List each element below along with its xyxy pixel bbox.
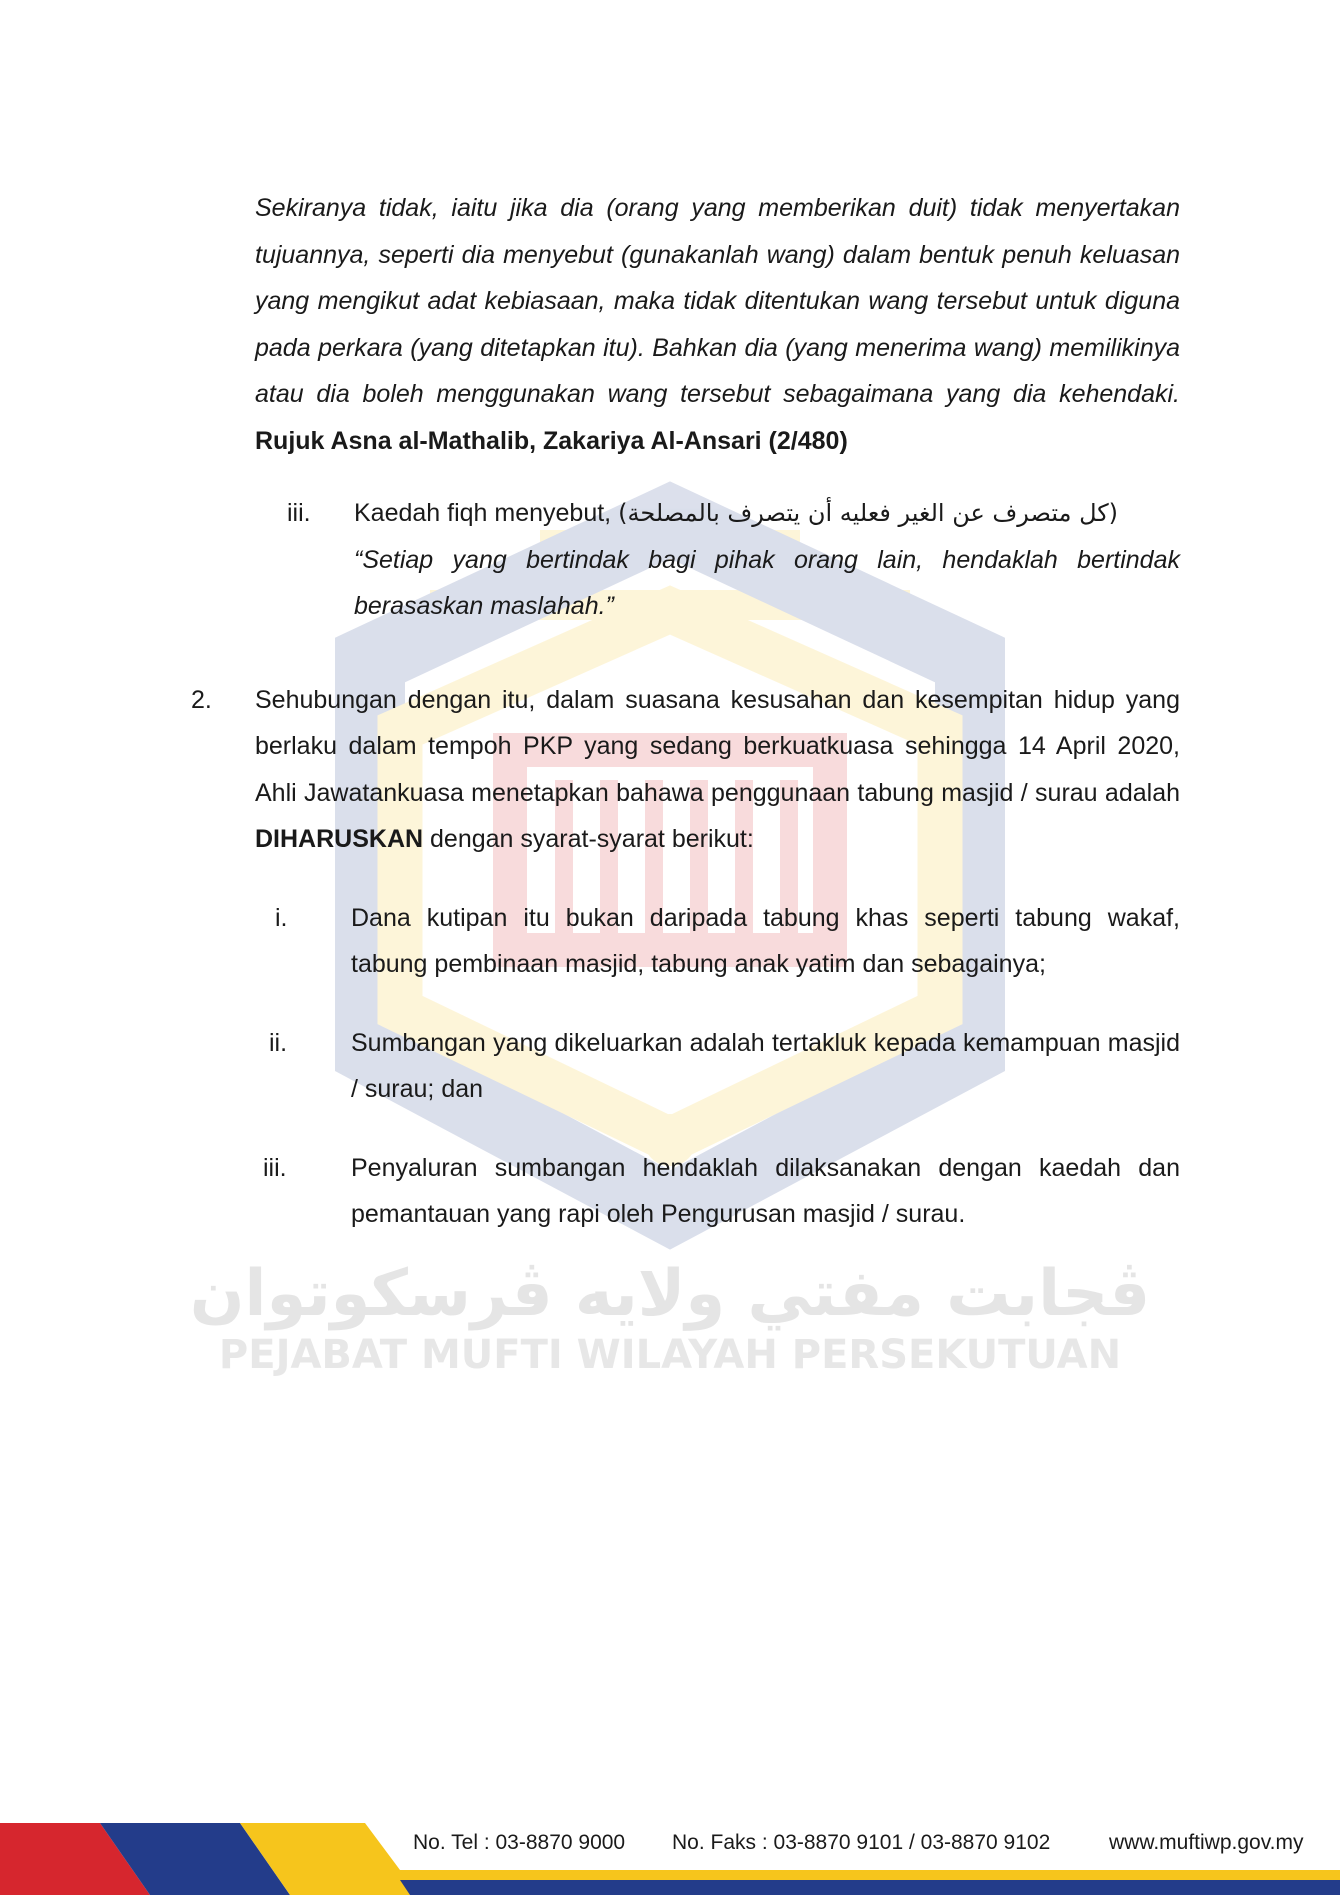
watermark-arabic: ڤجابت مفتي ولايه ڤرسكوتوان <box>189 1257 1151 1331</box>
list-number: iii. <box>287 499 311 527</box>
footer-fax: No. Faks : 03-8870 9101 / 03-8870 9102 <box>672 1831 1051 1854</box>
list-number: i. <box>275 903 288 932</box>
paragraph-number: 2. <box>191 685 212 714</box>
condition-item <box>255 1020 1180 1113</box>
list-number: iii. <box>263 1153 287 1182</box>
quote-text: Sekiranya tidak, iaitu jika dia (orang yang memberikan duit) tidak menyertakan tujuannya, seperti dia menyebut (gunakanlah wang) dalam bentuk penuh keluasan yang mengikut adat kebiasaan, maka tidak ditentukan wang tersebut untuk diguna pada perkara (yang ditetapkan itu). Bahkan dia (yang menerima wang) memilikinya atau dia boleh menggunakan wang tersebut sebagaimana yang dia kehendaki. <box>255 194 1180 408</box>
para2-text-after: dengan syarat-syarat berikut: <box>430 825 754 853</box>
footer-tel: No. Tel : 03-8870 9000 <box>413 1831 626 1854</box>
watermark-latin: PEJABAT MUFTI WILAYAH PERSEKUTUAN <box>218 1332 1122 1378</box>
kaedah-lead: Kaedah fiqh menyebut, <box>354 499 612 527</box>
quote-citation: Rujuk Asna al-Mathalib, Zakariya Al-Ansari (2/480) <box>255 426 848 455</box>
document-body <box>191 185 1180 1238</box>
para2-bold-term: DIHARUSKAN <box>255 825 424 853</box>
condition-text: Dana kutipan itu bukan daripada tabung khas seperti tabung wakaf, tabung pembinaan masjid, tabung anak yatim dan sebagainya; <box>351 903 1180 978</box>
kaedah-translation: “Setiap yang bertindak bagi pihak orang lain, hendaklah bertindak berasaskan maslahah.” <box>354 545 1180 620</box>
condition-item <box>255 1145 1180 1238</box>
kaedah-item <box>255 490 1180 630</box>
condition-text: Penyaluran sumbangan hendaklah dilaksanakan dengan kaedah dan pemantauan yang rapi oleh Pengurusan masjid / surau. <box>351 1153 1180 1228</box>
paragraph-2 <box>191 677 1180 863</box>
condition-item <box>255 895 1180 988</box>
para2-text-before: Sehubungan dengan itu, dalam suasana kesusahan dan kesempitan hidup yang berlaku dalam tempoh PKP yang sedang berkuatkuasa sehingga 14 April 2020, Ahli Jawatankuasa menetapkan bahawa penggunaan tabung masjid / surau adalah <box>255 685 1180 807</box>
quote-paragraph <box>255 185 1180 464</box>
kaedah-arabic: (كل متصرف عن الغير فعليه أن يتصرف بالمصلحة) <box>618 499 1119 527</box>
list-number: ii. <box>269 1028 288 1057</box>
condition-text: Sumbangan yang dikeluarkan adalah tertakluk kepada kemampuan masjid / surau; dan <box>351 1028 1180 1103</box>
footer-website[interactable]: www.muftiwp.gov.my <box>1109 1831 1304 1854</box>
